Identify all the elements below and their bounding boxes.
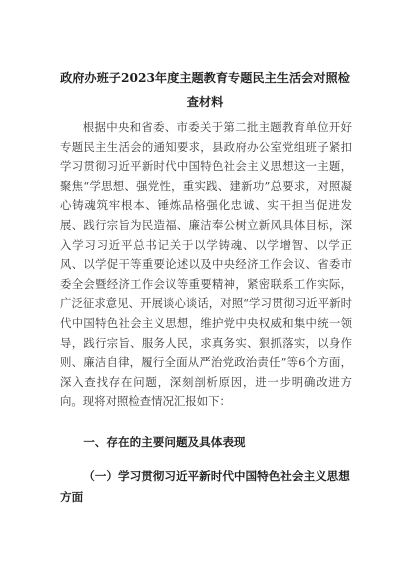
subsection-heading: （一）学习贯彻习近平新时代中国特色社会主义思想方面 (60, 469, 350, 504)
document-title: 政府办班子2023年度主题教育专题民主生活会对照检查材料 (60, 71, 350, 109)
document-body (60, 118, 352, 412)
section-heading: 一、存在的主要问题及具体表现 (83, 435, 246, 449)
intro-paragraph: 根据中央和省委、市委关于第二批主题教育单位开好专题民主生活会的通知要求，县政府办公室党组班子紧扣学习贯彻习近平新时代中国特色社会主义思想这一主题，聚焦“学思想、强党性，重实践、建新功”总要求，对照凝心铸魂筑牢根本、锤炼品格强化忠诚、实干担当促进发展、践行宗旨为民造福、廉洁奉公树立新风具体目标，深入学习习近平总书记关于以学铸魂、以学增智、以学正风、以学促干等重要论述以及中央经济工作会议、省委市委全会暨经济工作会议等重要精神，紧密联系工作实际，广泛征求意见、开展谈心谈话，对照“学习贯彻习近平新时代中国特色社会主义思想，维护党中央权威和集中统一领导，践行宗旨、服务人民，求真务实、狠抓落实，以身作则、廉洁自律，履行全面从严治党政治责任”等6个方面，深入查找存在问题，深刻剖析原因，进一步明确改进方向。现将对照检查情况汇报如下： (60, 120, 352, 409)
